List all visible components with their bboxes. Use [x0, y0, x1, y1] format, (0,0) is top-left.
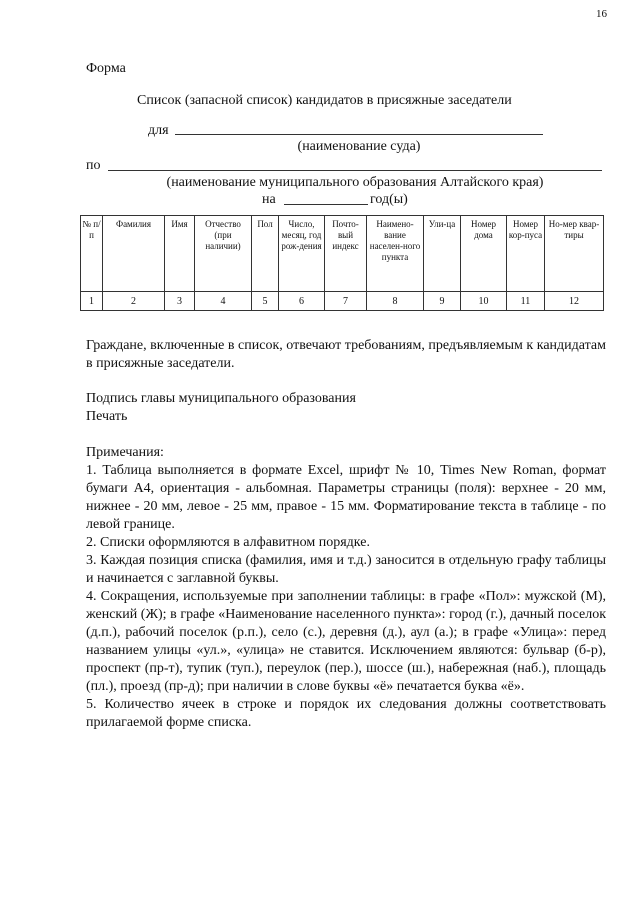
table-header-cell: Номер кор-пуса	[507, 216, 545, 292]
table-header-cell: № п/п	[81, 216, 103, 292]
note-item: 2. Списки оформляются в алфавитном порядке.	[86, 535, 370, 550]
table-header-cell: Номер дома	[461, 216, 507, 292]
table-number-cell: 10	[461, 292, 507, 311]
table-number-cell: 3	[165, 292, 195, 311]
for-label: для	[148, 123, 169, 138]
table-number-cell: 11	[507, 292, 545, 311]
table-header-cell: Ули-ца	[424, 216, 461, 292]
table-number-cell: 6	[279, 292, 325, 311]
table-header-cell: Пол	[252, 216, 279, 292]
year-prefix: на	[262, 192, 276, 207]
table-header-cell: Почто-вый индекс	[325, 216, 367, 292]
table-number-cell: 2	[103, 292, 165, 311]
court-caption: (наименование суда)	[297, 139, 421, 154]
signature-line: Подпись главы муниципального образования	[86, 391, 356, 406]
table-header-cell: Фамилия	[103, 216, 165, 292]
signature-block	[86, 390, 606, 426]
court-name-line	[175, 134, 543, 135]
table-number-cell: 4	[195, 292, 252, 311]
table-number-cell: 8	[367, 292, 424, 311]
table-number-row	[81, 292, 604, 311]
table-header-cell: Имя	[165, 216, 195, 292]
compliance-statement	[86, 337, 606, 373]
table-number-cell: 12	[545, 292, 604, 311]
table-header-cell: Но-мер квар-тиры	[545, 216, 604, 292]
note-item: 4. Сокращения, используемые при заполнении таблицы: в графе «Пол»: мужской (М), женский (Ж); в графе «Наименование населенного пункта»: город (г.), дачный поселок (д.п.), рабочий поселок (р.п.), село (с.), деревня (д.), аул (а.); в графе «Улица»: перед названием улицы «ул.», «улица» не ставится. Исключением являются: бульвар (б-р), проспект (пр-т), тупик (туп.), переулок (пер.), шоссе (ш.), набережная (наб.), площадь (пл.), проезд (пр-д); при наличии в слове буквы «ё» печатается буква «ё».	[86, 589, 606, 694]
table-header-cell: Отчество (при наличии)	[195, 216, 252, 292]
table-number-cell: 1	[81, 292, 103, 311]
municipality-line	[108, 170, 602, 171]
year-line	[284, 204, 368, 205]
page-number: 16	[596, 8, 607, 20]
notes-section	[86, 444, 606, 732]
note-item: 1. Таблица выполняется в формате Excel, шрифт № 10, Times New Roman, формат бумаги А4, ориентация - альбомная. Параметры страницы (поля): верхнее - 20 мм, нижнее - 20 мм, левое - 25 мм, правое - 15 мм. Форматирование текста в таблице - по левой границе.	[86, 463, 606, 532]
table-header-row	[81, 216, 604, 292]
by-label: по	[86, 158, 101, 173]
note-item: 3. Каждая позиция списка (фамилия, имя и т.д.) заносится в отдельную графу таблицы и начинается с заглавной буквы.	[86, 553, 606, 586]
municipality-caption: (наименование муниципального образования Алтайского края)	[166, 175, 544, 190]
table-number-cell: 5	[252, 292, 279, 311]
table-number-cell: 9	[424, 292, 461, 311]
stamp-line: Печать	[86, 409, 128, 424]
table-header-cell: Наимено-вание населен-ного пункта	[367, 216, 424, 292]
document-title: Список (запасной список) кандидатов в присяжные заседатели	[137, 93, 512, 108]
statement-text: Граждане, включенные в список, отвечают требованиям, предъявляемым к кандидатам в присяжные заседатели.	[86, 338, 606, 371]
table-header-cell: Число, месяц, год рож-дения	[279, 216, 325, 292]
notes-title: Примечания:	[86, 445, 164, 460]
table-number-cell: 7	[325, 292, 367, 311]
note-item: 5. Количество ячеек в строке и порядок их следования должны соответствовать прилагаемой форме списка.	[86, 697, 606, 730]
candidates-table	[80, 215, 604, 311]
year-suffix: год(ы)	[370, 192, 408, 207]
form-label: Форма	[86, 61, 126, 76]
